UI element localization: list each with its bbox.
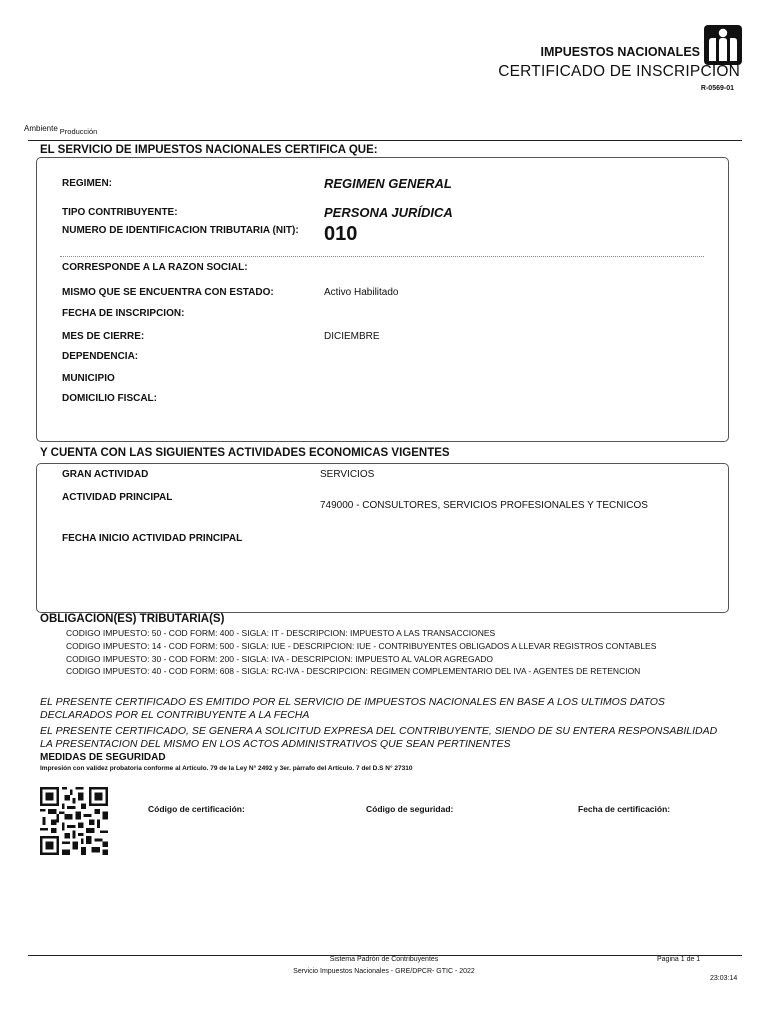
section1-title: EL SERVICIO DE IMPUESTOS NACIONALES CERTIFICA QUE: — [40, 144, 378, 156]
obligacion-item: CODIGO IMPUESTO: 40 - COD FORM: 608 - SIGLA: RC-IVA - DESCRIPCION: REGIMEN COMPLEMENTARIO DEL IVA - AGENTES DE RETENCION — [66, 666, 641, 676]
footer-system: Sistema Padrón de Contribuyentes — [329, 956, 439, 963]
security-title: MEDIDAS DE SEGURIDAD — [40, 752, 166, 763]
tipo-contribuyente-label: TIPO CONTRIBUYENTE: — [62, 207, 178, 218]
org-name: IMPUESTOS NACIONALES — [540, 45, 700, 59]
ambiente-value: Producción — [59, 127, 98, 136]
ambiente-label: Ambiente — [24, 124, 58, 133]
header-divider — [28, 140, 742, 141]
fecha-inscripcion-label: FECHA DE INSCRIPCION: — [62, 308, 185, 319]
domicilio-fiscal-label: DOMICILIO FISCAL: — [62, 393, 157, 404]
actividad-principal-label: ACTIVIDAD PRINCIPAL — [62, 492, 173, 503]
security-subtitle: Impresión con validez probatoria conforme al Artículo. 79 de la Ley N° 2492 y 3er. párrafo del Artículo. 7 del D.S N° 27310 — [40, 765, 413, 772]
mes-cierre-label: MES DE CIERRE: — [62, 331, 145, 342]
estado-value: Activo Habilitado — [324, 287, 399, 298]
note-emitido: EL PRESENTE CERTIFICADO ES EMITIDO POR EL SERVICIO DE IMPUESTOS NACIONALES EN BASE A LOS ULTIMOS DATOS DECLARADOS POR EL CONTRIBUYENTE A LA FECHA — [40, 696, 665, 721]
obligacion-item: CODIGO IMPUESTO: 50 - COD FORM: 400 - SIGLA: IT - DESCRIPCION: IMPUESTO A LAS TRANSACCIONES — [66, 628, 496, 638]
note-solicitud: EL PRESENTE CERTIFICADO, SE GENERA A SOLICITUD EXPRESA DEL CONTRIBUYENTE, SIENDO DE SU ENTERA RESPONSABILIDAD LA PRESENTACION DEL MISMO EN LOS ACTOS ADMINISTRATIVOS QUE SEAN PERTINENTES — [40, 725, 718, 750]
regimen-label: REGIMEN: — [62, 178, 112, 189]
dependencia-label: DEPENDENCIA: — [62, 351, 139, 362]
ambiente — [24, 124, 98, 136]
regimen-value: REGIMEN GENERAL — [324, 176, 452, 191]
qr-code-icon — [40, 787, 108, 855]
obligacion-item: CODIGO IMPUESTO: 30 - COD FORM: 200 - SIGLA: IVA - DESCRIPCION: IMPUESTO AL VALOR AGREGADO — [66, 654, 493, 664]
tipo-contribuyente-value: PERSONA JURÍDICA — [324, 205, 453, 220]
footer-service: Servicio Impuestos Nacionales - GRE/DPCR- GTIC - 2022 — [293, 968, 475, 975]
actividad-principal-value: 749000 - CONSULTORES, SERVICIOS PROFESIONALES Y TECNICOS — [320, 500, 648, 511]
impuestos-nacionales-logo-icon — [704, 25, 742, 65]
mes-cierre-value: DICIEMBRE — [324, 331, 380, 342]
footer-time: 23:03:14 — [710, 975, 738, 982]
fecha-inicio-actividad-label: FECHA INICIO ACTIVIDAD PRINCIPAL — [62, 533, 243, 544]
estado-label: MISMO QUE SE ENCUENTRA CON ESTADO: — [62, 287, 274, 298]
footer-page: Pagina 1 de 1 — [657, 956, 701, 963]
obligaciones-title: OBLIGACION(ES) TRIBUTARIA(S) — [40, 613, 225, 625]
section2-title: Y CUENTA CON LAS SIGUIENTES ACTIVIDADES ECONOMICAS VIGENTES — [40, 447, 450, 459]
separator-dotted — [60, 256, 704, 257]
gran-actividad-label: GRAN ACTIVIDAD — [62, 469, 149, 480]
obligacion-item: CODIGO IMPUESTO: 14 - COD FORM: 500 - SIGLA: IUE - DESCRIPCION: IUE - CONTRIBUYENTES OBLIGADOS A LLEVAR REGISTROS CONTABLES — [66, 641, 657, 651]
cert-date-label: Fecha de certificación: — [578, 804, 671, 814]
razon-social-label: CORRESPONDE A LA RAZON SOCIAL: — [62, 262, 248, 273]
certificate-title: CERTIFICADO DE INSCRIPCION — [498, 63, 740, 80]
municipio-label: MUNICIPIO — [62, 373, 115, 384]
form-code: R-0569-01 — [700, 85, 734, 92]
gran-actividad-value: SERVICIOS — [320, 469, 375, 480]
nit-value: 010 — [324, 223, 358, 245]
nit-label: NUMERO DE IDENTIFICACION TRIBUTARIA (NIT): — [62, 225, 299, 236]
cert-code-label: Código de certificación: — [148, 804, 245, 814]
security-code-label: Código de seguridad: — [366, 804, 454, 814]
